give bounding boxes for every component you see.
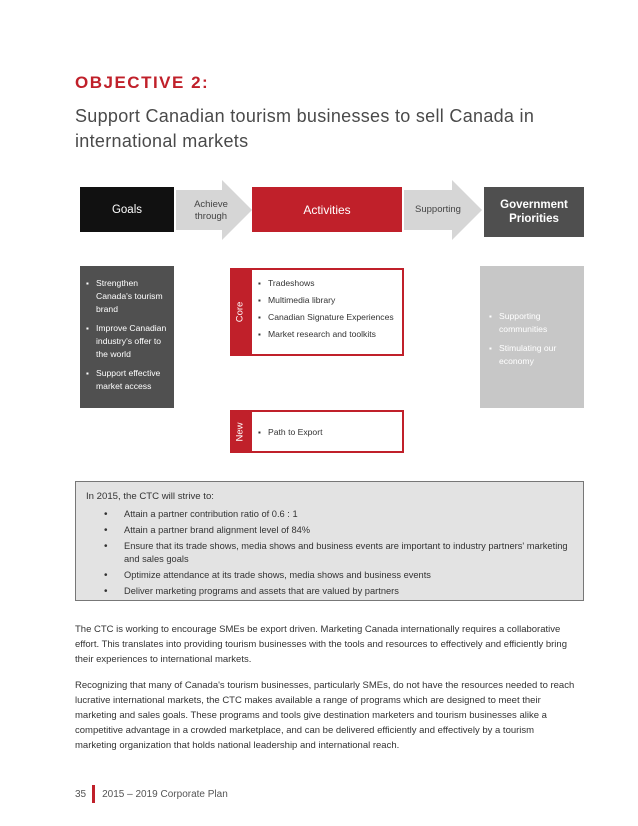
new-tab-label: New [234, 421, 246, 442]
core-activity-item: ▪ Multimedia library [258, 294, 396, 307]
strive-item: • Optimize attendance at its trade shows, media shows and business events [104, 569, 573, 582]
core-activity-item: ▪ Market research and toolkits [258, 328, 396, 341]
core-activity-item: ▪ Canadian Signature Experiences [258, 311, 396, 324]
strive-box [75, 481, 584, 601]
goal-item: ▪ Improve Canadian industry's offer to the world [86, 322, 168, 361]
activities-header-label: Activities [303, 202, 351, 217]
page-number: 35 [75, 788, 87, 800]
goal-item: ▪ Strengthen Canada's tourism brand [86, 277, 168, 316]
core-activities-box [250, 268, 404, 356]
strive-intro: In 2015, the CTC will strive to: [86, 491, 214, 502]
footer-divider [92, 785, 95, 803]
priority-item: ▪ Supporting communities [489, 310, 578, 336]
government-priorities-header-box [484, 187, 584, 237]
page-footer [75, 784, 228, 804]
objective-title: Support Canadian tourism businesses to sell Canada in international markets [75, 106, 535, 151]
strive-item: • Attain a partner brand alignment level of 84% [104, 524, 573, 537]
government-priorities-panel [480, 266, 584, 408]
core-tab [230, 268, 250, 356]
new-activity-item: ▪ Path to Export [258, 426, 396, 439]
objective-label: OBJECTIVE 2: [75, 73, 210, 92]
core-tab-label: Core [234, 301, 246, 323]
strive-item: • Ensure that its trade shows, media shows and business events are important to industry partners' marketing and sales goals [104, 540, 573, 566]
core-activity-item: ▪ Tradeshows [258, 277, 396, 290]
new-activities-box [250, 410, 404, 453]
goal-item: ▪ Support effective market access [86, 367, 168, 393]
goals-header-box [80, 187, 174, 232]
goals-header-label: Goals [111, 203, 143, 216]
supporting-label: Supporting [415, 204, 461, 215]
government-priorities-header-label: Government Priorities [500, 199, 568, 225]
strive-item: • Deliver marketing programs and assets that are valued by partners [104, 585, 573, 598]
body-paragraph-2: Recognizing that many of Canada's tourism businesses, particularly SMEs, do not have the resources needed to reach lucrative international markets, the CTC makes available a range of programs which are designed to meet their marketing and sales goals. These programs and tools give destination marketers and tourism businesses alike a competitive advantage in a crowded marketplace, and can be delivered efficiently and effectively by a tourism marketing organization that holds national leadership and international reach. [75, 680, 575, 751]
achieve-through-label: Achieve through [194, 199, 228, 222]
new-tab [230, 410, 250, 453]
priority-item: ▪ Stimulating our economy [489, 342, 578, 368]
body-paragraph-1: The CTC is working to encourage SMEs be export driven. Marketing Canada internationally requires a collaborative effort. This translates into providing tourism businesses with the tools and resources to effectively and efficiently bring their experiences to international markets. [75, 624, 567, 665]
strive-item: • Attain a partner contribution ratio of 0.6 : 1 [104, 508, 573, 521]
goals-panel [80, 266, 174, 408]
footer-doc-title: 2015 – 2019 Corporate Plan [102, 788, 228, 800]
activities-header-box [252, 187, 402, 232]
